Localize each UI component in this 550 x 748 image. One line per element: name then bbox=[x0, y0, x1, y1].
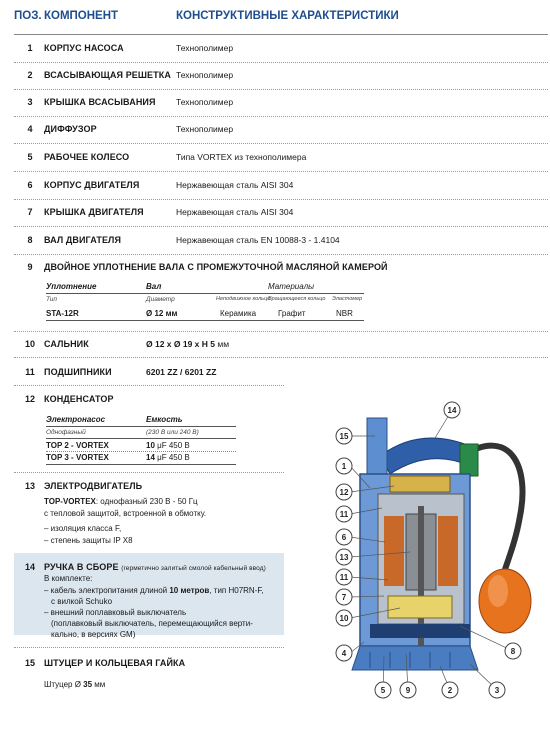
shaft-diameter: Ø 12 мм bbox=[146, 309, 178, 318]
row-number: 1 bbox=[27, 43, 33, 53]
row12-rule-3 bbox=[46, 451, 236, 452]
row-name: ШТУЦЕР И КОЛЬЦЕВАЯ ГАЙКА bbox=[44, 658, 186, 668]
row-number: 12 bbox=[24, 394, 35, 404]
divider bbox=[14, 472, 284, 473]
row-number: 6 bbox=[27, 180, 33, 190]
capacitor-model-1: TOP 2 - VORTEX bbox=[46, 441, 109, 450]
phase-label: Однофазный bbox=[46, 429, 86, 436]
capacitor-model-2: TOP 3 - VORTEX bbox=[46, 453, 109, 462]
divider bbox=[14, 385, 284, 386]
row-value: Технополимер bbox=[176, 43, 234, 53]
elastomer-material: NBR bbox=[336, 309, 353, 318]
pump-col-label: Электронасос bbox=[46, 415, 106, 424]
row-name: РУЧКА В СБОРЕ bbox=[44, 562, 119, 572]
row14-line1: В комплекте: bbox=[44, 574, 93, 583]
divider bbox=[14, 171, 548, 172]
divider bbox=[14, 89, 548, 90]
callout-label: 5 bbox=[380, 686, 386, 695]
capacitor-unit-1: μF 450 В bbox=[154, 441, 190, 450]
motor-insulation: – изоляция класса F, bbox=[44, 524, 122, 533]
divider bbox=[14, 226, 548, 227]
row-number: 5 bbox=[27, 152, 33, 162]
row-number: 14 bbox=[24, 562, 35, 572]
row-name: САЛЬНИК bbox=[44, 339, 89, 349]
divider bbox=[14, 254, 548, 255]
elastomer-col-label: Эластомер bbox=[332, 296, 363, 302]
row9-rule bbox=[46, 293, 364, 294]
header-divider bbox=[14, 34, 548, 35]
row14-line4: – внешний поплавковый выключатель bbox=[44, 608, 187, 617]
row-name: РАБОЧЕЕ КОЛЕСО bbox=[44, 152, 130, 162]
callout-label: 8 bbox=[510, 647, 516, 656]
row-value: Нержавеющая сталь AISI 304 bbox=[176, 180, 294, 190]
pump-cutaway-diagram bbox=[320, 396, 548, 706]
row-value: Типа VORTEX из технополимера bbox=[176, 152, 307, 162]
divider bbox=[14, 331, 548, 332]
cable-length: 10 метров bbox=[169, 586, 210, 595]
shaft-col-label: Вал bbox=[146, 282, 162, 291]
divider bbox=[14, 143, 548, 144]
divider bbox=[14, 647, 284, 648]
row-number: 10 bbox=[24, 339, 35, 349]
rotating-ring-material: Графит bbox=[278, 309, 306, 318]
bearings-value: 6201 ZZ / 6201 ZZ bbox=[146, 367, 217, 377]
table-header bbox=[0, 10, 550, 30]
row-number: 8 bbox=[27, 235, 33, 245]
row-value: Технополимер bbox=[176, 70, 234, 80]
row-number: 13 bbox=[24, 481, 35, 491]
row-name: ДИФФУЗОР bbox=[44, 124, 97, 134]
divider bbox=[14, 62, 548, 63]
row-name: ВАЛ ДВИГАТЕЛЯ bbox=[44, 235, 122, 245]
callout-label: 9 bbox=[405, 686, 411, 695]
row14-line6: кально, в версиях GM) bbox=[51, 630, 136, 639]
row-name: КОНДЕНСАТОР bbox=[44, 394, 114, 404]
callout-label: 13 bbox=[339, 553, 349, 562]
row-name: ЭЛЕКТРОДВИГАТЕЛЬ bbox=[44, 481, 143, 491]
callout-label: 15 bbox=[339, 432, 349, 441]
row-value: Технополимер bbox=[176, 97, 234, 107]
row12-rule-2 bbox=[46, 438, 236, 439]
row-number: 15 bbox=[24, 658, 35, 668]
callout-label: 4 bbox=[341, 649, 347, 658]
capacitor-value-1: 10 bbox=[146, 441, 155, 450]
fixed-ring-material: Керамика bbox=[220, 309, 257, 318]
divider bbox=[14, 357, 548, 358]
capacitor-value-2: 14 bbox=[146, 453, 155, 462]
fixed-ring-col-label: Неподвижное кольцо bbox=[216, 296, 271, 302]
callout-label: 7 bbox=[341, 593, 347, 602]
motor-ip: – степень защиты IP X8 bbox=[44, 536, 133, 545]
callout-label: 11 bbox=[339, 573, 349, 582]
capacity-col-label: Емкость bbox=[146, 415, 183, 424]
row9-bottom-rule bbox=[46, 320, 364, 321]
row-name: ПОДШИПНИКИ bbox=[44, 367, 112, 377]
type-col-label: Тип bbox=[46, 296, 57, 303]
rotating-ring-col-label: Вращающееся кольцо bbox=[268, 296, 326, 302]
row12-rule bbox=[46, 426, 236, 427]
seal-size: Ø 12 х Ø 19 х Н 5 bbox=[146, 339, 215, 349]
motor-protection: с тепловой защитой, встроенной в обмотку. bbox=[44, 509, 207, 518]
row-number: 9 bbox=[27, 262, 33, 272]
row-number: 11 bbox=[25, 367, 35, 377]
row-value: Технополимер bbox=[176, 124, 234, 134]
row12-bottom-rule bbox=[46, 464, 236, 465]
row-number: 7 bbox=[27, 207, 33, 217]
row14-line5: (поплавковый выключатель, перемещающийся верти- bbox=[51, 619, 253, 628]
motor-spec: : однофазный 230 В - 50 Гц bbox=[95, 497, 198, 506]
row-value: Нержавеющая сталь EN 10088-3 - 1.4104 bbox=[176, 235, 340, 245]
callout-label: 3 bbox=[494, 686, 500, 695]
header-pos: ПОЗ. bbox=[14, 10, 42, 22]
row-value: Нержавеющая сталь AISI 304 bbox=[176, 207, 294, 217]
motor-model: TOP-VORTEX bbox=[44, 497, 96, 506]
capacitor-unit-2: μF 450 В bbox=[154, 453, 190, 462]
row14-line3: с вилкой Schuko bbox=[51, 597, 113, 606]
row-name: ДВОЙНОЕ УПЛОТНЕНИЕ ВАЛА С ПРОМЕЖУТОЧНОЙ МАСЛЯНОЙ КАМЕРОЙ bbox=[44, 262, 388, 272]
seal-type: STA-12R bbox=[46, 309, 79, 318]
row-name: ВСАСЫВАЮЩАЯ РЕШЕТКА bbox=[44, 70, 171, 80]
header-characteristics: КОНСТРУКТИВНЫЕ ХАРАКТЕРИСТИКИ bbox=[176, 10, 399, 22]
row-name: КРЫШКА ДВИГАТЕЛЯ bbox=[44, 207, 144, 217]
callout-label: 1 bbox=[341, 462, 347, 471]
row-name: КРЫШКА ВСАСЫВАНИЯ bbox=[44, 97, 156, 107]
row-number: 3 bbox=[27, 97, 33, 107]
fitting-unit: мм bbox=[92, 680, 106, 689]
fitting-diameter: 35 bbox=[83, 680, 93, 689]
callout-label: 14 bbox=[447, 406, 457, 415]
row-name: КОРПУС ДВИГАТЕЛЯ bbox=[44, 180, 140, 190]
row-name: КОРПУС НАСОСА bbox=[44, 43, 124, 53]
voltage-label: (230 В или 240 В) bbox=[146, 429, 199, 436]
callout-label: 6 bbox=[341, 533, 347, 542]
seal-size-unit: мм bbox=[214, 339, 230, 349]
divider bbox=[14, 199, 548, 200]
callout-label: 12 bbox=[339, 488, 349, 497]
materials-col-label: Материалы bbox=[268, 282, 314, 291]
cable-text-c: , тип H07RN-F, bbox=[209, 586, 264, 595]
callout-label: 2 bbox=[447, 686, 453, 695]
row-number: 4 bbox=[27, 124, 33, 134]
fitting-prefix: Штуцер Ø bbox=[44, 680, 84, 689]
callout-label: 11 bbox=[339, 510, 349, 519]
row14-note: (герметично залитый смолой кабельный ввод) bbox=[121, 565, 266, 572]
cable-text-a: – кабель электропитания длиной bbox=[44, 586, 170, 595]
seal-col-label: Уплотнение bbox=[46, 282, 97, 291]
header-component: КОМПОНЕНТ bbox=[44, 10, 119, 22]
row-number: 2 bbox=[27, 70, 33, 80]
callout-label: 10 bbox=[339, 614, 349, 623]
divider bbox=[14, 116, 548, 117]
diameter-col-label: Диаметр bbox=[146, 296, 175, 303]
